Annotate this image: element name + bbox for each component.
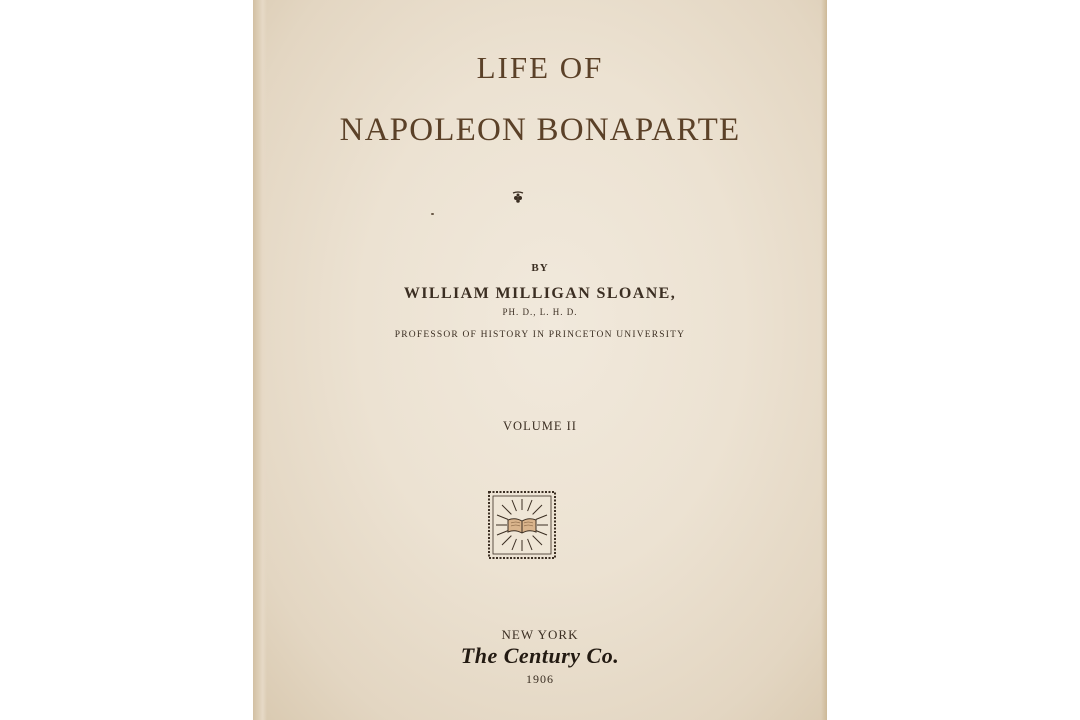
author-name: WILLIAM MILLIGAN SLOANE, (403, 285, 677, 302)
floral-ornament-icon (511, 190, 525, 204)
title-line-2: NAPOLEON BONAPARTE (339, 112, 741, 148)
title-page (253, 0, 827, 720)
publisher-city: NEW YORK (501, 627, 579, 642)
by-label: BY (531, 262, 549, 274)
author-degrees: PH. D., L. H. D. (502, 307, 578, 317)
publication-year: 1906 (526, 672, 554, 686)
title-line-1: LIFE OF (476, 50, 604, 85)
page-edge (821, 0, 827, 720)
author-position: PROFESSOR OF HISTORY IN PRINCETON UNIVERSITY (394, 330, 686, 340)
volume-label: VOLUME II (503, 419, 577, 433)
paper-speck (431, 213, 434, 215)
publisher-name: The Century Co. (460, 643, 620, 668)
page-gutter-shadow (253, 0, 267, 720)
open-book-sunburst-icon (487, 490, 557, 560)
